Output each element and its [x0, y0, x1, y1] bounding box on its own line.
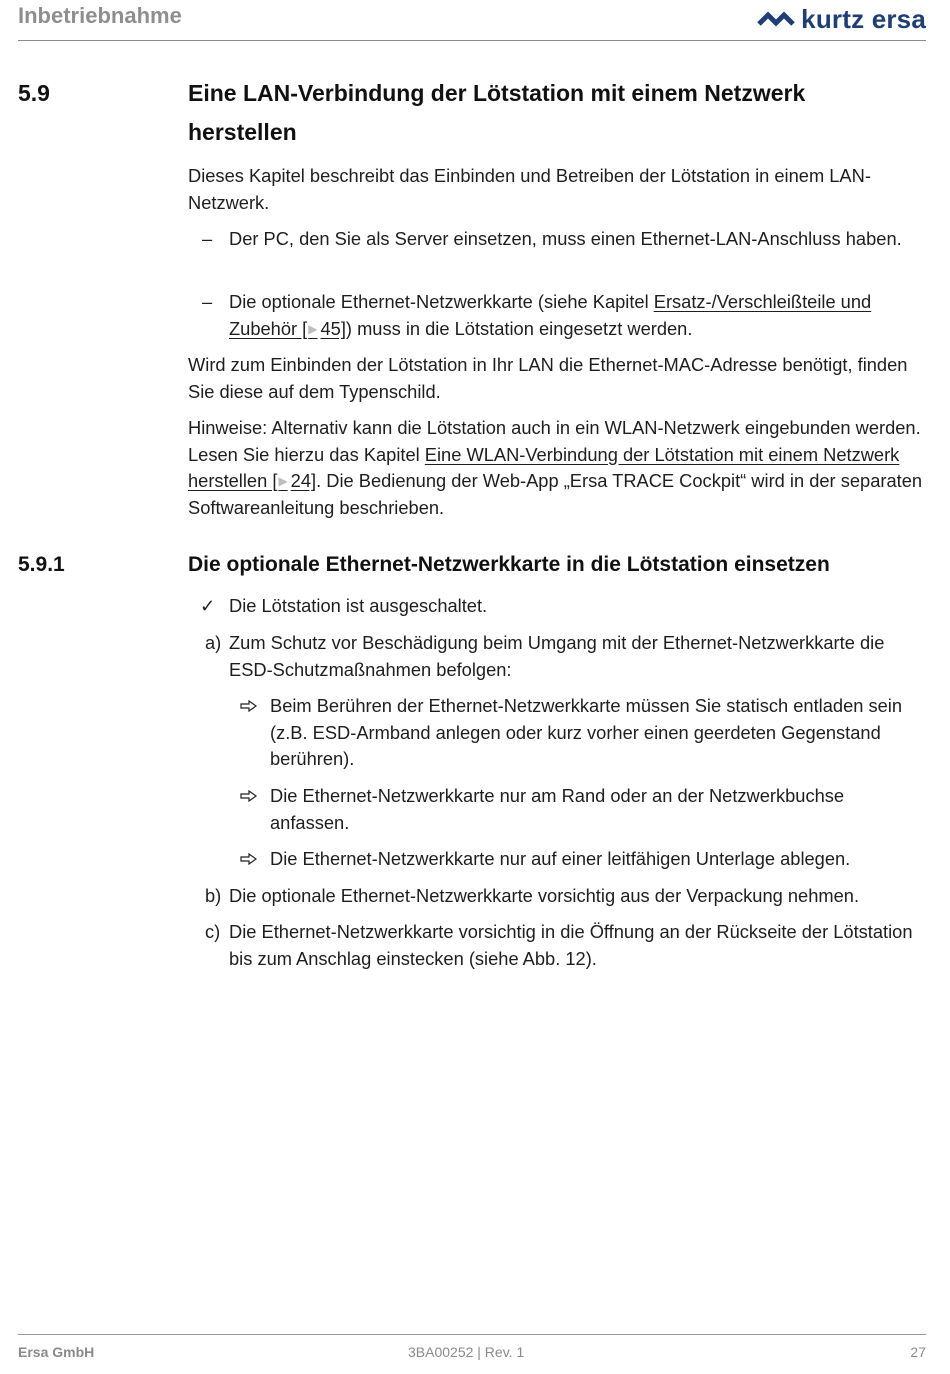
- step-text: Zum Schutz vor Beschädigung beim Umgang mit der Ethernet-Netzwerkkarte die ESD-Schutzmaßnahmen befolgen:: [229, 632, 885, 680]
- step-marker: b): [205, 885, 222, 906]
- check-icon: ✓: [200, 595, 216, 616]
- step-text: Die Ethernet-Netzwerkkarte vorsichtig in die Öffnung an der Rückseite der Lötstation bis zum Anschlag einstecken (siehe Abb. 12).: [229, 921, 913, 969]
- kurtz-ersa-logo-icon: [757, 8, 795, 32]
- result-text: Die Ethernet-Netzwerkkarte nur auf einer leitfähigen Unterlage ablegen.: [270, 848, 851, 869]
- page-footer: [18, 1334, 926, 1360]
- footer-company: Ersa GmbH: [18, 1344, 95, 1360]
- result-text: Beim Berühren der Ethernet-Netzwerkkarte müssen Sie statisch entladen sein (z.B. ESD-Armband anlegen oder kurz vorher einen geerdeten Gegenstand berühren).: [270, 695, 903, 769]
- step-marker: a): [205, 632, 222, 653]
- dash-marker: –: [202, 291, 213, 312]
- arrow-right-icon: [240, 783, 258, 810]
- section-title: Eine LAN-Verbindung der Lötstation mit einem Netzwerk herstellen: [188, 80, 806, 145]
- page-ref-arrow-icon: ▶: [278, 474, 288, 488]
- subsection-title: Die optionale Ethernet-Netzwerkkarte in die Lötstation einsetzen: [188, 553, 830, 576]
- step-marker: c): [205, 921, 221, 942]
- page-header: [18, 0, 926, 41]
- footer-page-number: 27: [910, 1344, 926, 1360]
- result-text: Die Ethernet-Netzwerkkarte nur am Rand oder an der Netzwerkbuchse anfassen.: [270, 785, 845, 833]
- list-item-text: Der PC, den Sie als Server einsetzen, muss einen Ethernet-LAN-Anschluss haben.: [229, 228, 902, 249]
- subsection-number: 5.9.1: [18, 553, 65, 576]
- step-text: Die optionale Ethernet-Netzwerkkarte vorsichtig aus der Verpackung nehmen.: [229, 885, 860, 906]
- arrow-right-icon: [240, 846, 258, 873]
- section-intro: Dieses Kapitel beschreibt das Einbinden und Betreiben der Lötstation in einem LAN-Netzwerk.: [188, 165, 871, 213]
- company-logo: [757, 4, 926, 35]
- link-spare-parts[interactable]: Ersatz-/Verschleißteile und Zubehör [▶ 45]: [229, 291, 872, 339]
- arrow-right-icon: [240, 693, 258, 720]
- footer-doc-number: 3BA00252 | Rev. 1: [408, 1344, 525, 1360]
- link-wlan-chapter[interactable]: Eine WLAN-Verbindung der Lötstation mit einem Netzwerk herstellen [▶ 24]: [188, 443, 900, 491]
- page-ref-arrow-icon: ▶: [308, 321, 318, 336]
- note-paragraph: Hinweise: Alternativ kann die Lötstation auch in ein WLAN-Netzwerk eingebunden werden. Lesen Sie hierzu das Kapitel Eine WLAN-Verbindung der Lötstation mit einem Netzwerk herstellen [▶ 24]. Die Bedienung der Web-App „Ersa TRACE Cockpit“ wird in der separaten Softwareanleitung beschrieben.: [188, 417, 923, 518]
- precondition-text: Die Lötstation ist ausgeschaltet.: [229, 595, 488, 616]
- list-item-text: Die optionale Ethernet-Netzwerkkarte (siehe Kapitel Ersatz-/Verschleißteile und Zubehör [▶ 45]) muss in die Lötstation eingesetzt werden.: [229, 291, 872, 339]
- dash-marker: –: [202, 228, 213, 249]
- header-title: Inbetriebnahme: [18, 3, 182, 28]
- logo-text: kurtz ersa: [801, 4, 926, 34]
- section-number: 5.9: [18, 80, 50, 106]
- mac-paragraph: Wird zum Einbinden der Lötstation in Ihr LAN die Ethernet-MAC-Adresse benötigt, finden Sie diese auf dem Typenschild.: [188, 354, 908, 402]
